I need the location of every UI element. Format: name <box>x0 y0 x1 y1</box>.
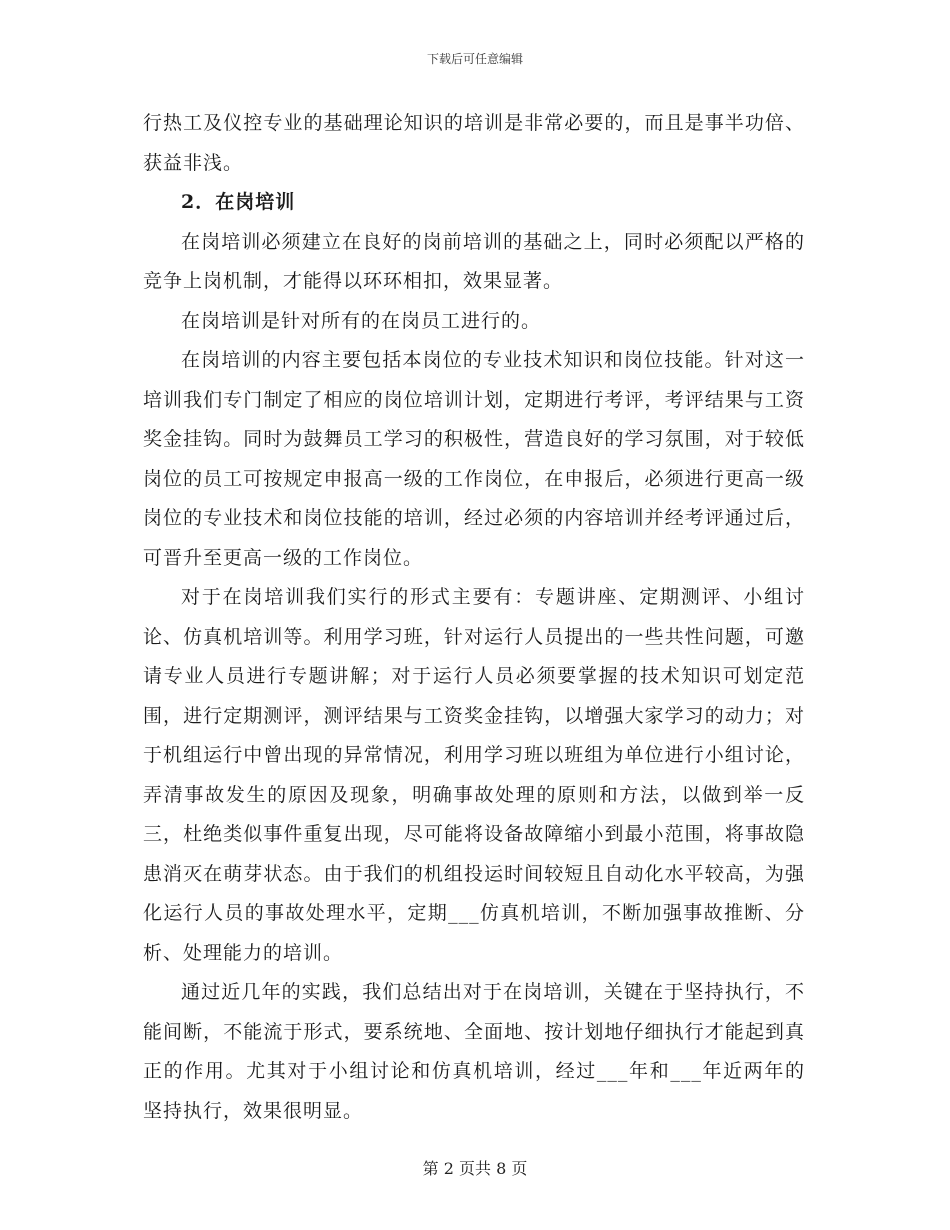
page-header: 下载后可任意编辑 <box>426 52 523 66</box>
section-heading: 2．在岗培训 <box>181 191 296 213</box>
paragraph: 在岗培训是针对所有的在岗员工进行的。 <box>181 309 542 332</box>
paragraph: 通过近几年的实践，我们总结出对于在岗培训，关键在于坚持执行，不能间断，不能流于形式，要系统地、全面地、按计划地仔细执行才能起到真正的作用。尤其对于小组讨论和仿真机培训，经过___年和___年近两年的坚持执行，效果很明显。 <box>143 981 805 1122</box>
page-footer: 第 2 页共 8 页 <box>422 1159 528 1178</box>
document-body <box>143 104 805 1131</box>
paragraph: 对于在岗培训我们实行的形式主要有：专题讲座、定期测评、小组讨论、仿真机培训等。利用学习班，针对运行人员提出的一些共性问题，可邀请专业人员进行专题讲解；对于运行人员必须要掌握的技术知识可划定范围，进行定期测评，测评结果与工资奖金挂钩，以增强大家学习的动力；对于机组运行中曾出现的异常情况，利用学习班以班组为单位进行小组讨论，弄清事故发生的原因及现象，明确事故处理的原则和方法，以做到举一反三，杜绝类似事件重复出现，尽可能将设备故障缩小到最小范围，将事故隐患消灭在萌芽状态。由于我们的机组投运时间较短且自动化水平较高，为强化运行人员的事故处理水平，定期___仿真机培训，不断加强事故推断、分析、处理能力的培训。 <box>143 586 805 964</box>
paragraph: 在岗培训的内容主要包括本岗位的专业技术知识和岗位技能。针对这一培训我们专门制定了相应的岗位培训计划，定期进行考评，考评结果与工资奖金挂钩。同时为鼓舞员工学习的积极性，营造良好的学习氛围，对于较低岗位的员工可按规定申报高一级的工作岗位，在申报后，必须进行更高一级岗位的专业技术和岗位技能的培训，经过必须的内容培训并经考评通过后，可晋升至更高一级的工作岗位。 <box>143 349 805 569</box>
paragraph: 在岗培训必须建立在良好的岗前培训的基础之上，同时必须配以严格的竞争上岗机制，才能得以环环相扣，效果显著。 <box>143 230 805 292</box>
paragraph-continued: 行热工及仪控专业的基础理论知识的培训是非常必要的，而且是事半功倍、获益非浅。 <box>143 112 805 174</box>
